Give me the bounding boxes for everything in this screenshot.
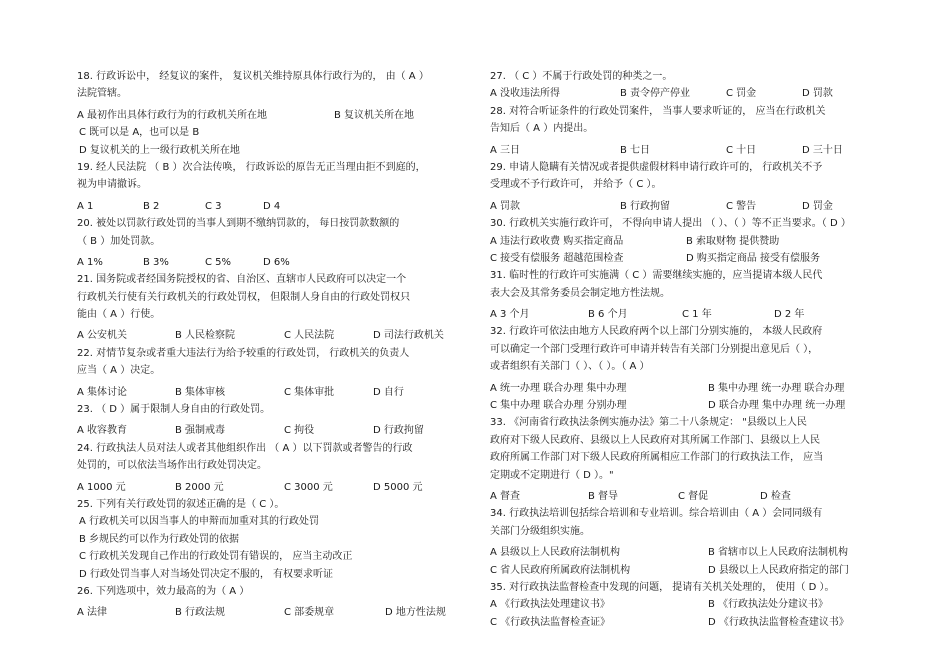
- right-column: [490, 68, 885, 631]
- question-text: 25. 下列有关行政处罚的叙述正确的是（ C ）。: [77, 498, 285, 510]
- question-text: 可以确定一个部门受理行政许可申请并转告有关部门分别提出意见后（ ），: [490, 343, 819, 355]
- question-text: 35. 对行政执法监督检查中发现的问题， 提请有关机关处理的， 使用（ D ）。: [490, 581, 835, 593]
- option-item: D 6%: [263, 256, 290, 268]
- option-item: A 县级以上人民政府法制机构: [490, 547, 621, 559]
- answer-options: D 行政处罚当事人对当场处罚决定不服的， 有权要求听证: [79, 568, 334, 580]
- answer-options: [490, 614, 885, 631]
- answer-options: D 复议机关的上一级行政机关所在地: [79, 144, 240, 156]
- question-text: 28. 对符合听证条件的行政处罚案件， 当事人要求听证的， 应当在行政机关: [490, 105, 826, 117]
- answer-options: [490, 488, 885, 505]
- question-text: 26. 下列选项中，效力最高的为（ A ）: [77, 585, 250, 597]
- answer-options: [77, 254, 472, 271]
- question-text: 33. 《河南省行政执法条例实施办法》第二十八条规定： "县级以上人民: [490, 417, 807, 429]
- option-item: D 4: [263, 200, 281, 212]
- answer-options: [77, 107, 472, 124]
- option-item: A 集体讨论: [77, 386, 128, 398]
- answer-options: [77, 479, 472, 496]
- option-item: A 1%: [77, 256, 103, 268]
- question-text: 18. 行政诉讼中， 经复议的案件， 复议机关维持原具体行政行为的， 由（ A ）: [77, 71, 429, 82]
- option-item: C 督促: [678, 490, 709, 502]
- question-text: 19. 经人民法院 （ B ）次合法传唤， 行政诉讼的原告无正当理由拒不到庭的，: [77, 161, 426, 173]
- option-item: B 2000 元: [175, 481, 224, 493]
- option-item: D 地方性法规: [385, 607, 446, 619]
- answer-options: [490, 544, 885, 561]
- question-text: 20. 被处以罚款行政处罚的当事人到期不缴纳罚款的， 每日按罚款数额的: [77, 218, 400, 230]
- question-text: 24. 行政执法人员对法人或者其他组织作出 （ A ）以下罚款或者警告的行政: [77, 442, 413, 454]
- question-text: 关部门分级组织实施。: [490, 525, 590, 537]
- question-text: （ B ）加处罚款。: [77, 235, 161, 247]
- option-item: C 集中办理 联合办理 分别办理: [490, 400, 627, 412]
- option-item: A 3 个月: [490, 309, 530, 321]
- question-text: 能由（ A ）行使。: [77, 309, 161, 321]
- option-item: C 人民法院: [284, 330, 335, 342]
- option-item: D 《行政执法监督检查建议书》: [708, 616, 849, 628]
- question-text: 表大会及其常务委员会制定地方性法规。: [490, 287, 670, 299]
- option-item: A 法律: [77, 607, 108, 619]
- option-item: B 人民检察院: [175, 330, 236, 342]
- answer-options: [77, 422, 472, 439]
- option-item: D 5000 元: [373, 481, 423, 493]
- option-item: C 拘役: [284, 425, 315, 437]
- option-item: C 罚金: [726, 88, 757, 100]
- answer-options: [490, 380, 885, 397]
- answer-options: [490, 250, 885, 267]
- option-item: D 县级以上人民政府指定的部门: [708, 564, 849, 576]
- answer-options: A 行政机关可以因当事人的申辩而加重对其的行政处罚: [79, 516, 320, 528]
- option-item: B 强制戒毒: [175, 425, 226, 437]
- option-item: C 5%: [205, 256, 232, 268]
- answer-options: B 乡规民约可以作为行政处罚的依据: [79, 533, 240, 545]
- answer-options: [490, 562, 885, 579]
- option-item: B 集中办理 统一办理 联合办理: [708, 382, 845, 394]
- question-text: 应当（ A ）决定。: [77, 365, 161, 377]
- option-item: C 警告: [726, 200, 757, 212]
- option-item: D 购买指定商品 接受有偿服务: [686, 252, 821, 264]
- question-text: 或者组织有关部门（ ）、（ ）。（ A ）: [490, 361, 650, 373]
- question-text: 29. 申请人隐瞒有关情况或者提供虚假材料申请行政许可的， 行政机关不予: [490, 161, 823, 173]
- question-text: 22. 对情节复杂或者重大违法行为给予较重的行政处罚， 行政机关的负责人: [77, 347, 410, 359]
- option-item: A 督查: [490, 490, 521, 502]
- option-item: B 复议机关所在地: [334, 109, 415, 121]
- left-column: [77, 68, 472, 622]
- answer-options: [490, 233, 885, 250]
- question-text: 行政机关行使有关行政机关的行政处罚权， 但限制人身自由的行政处罚权只: [77, 291, 411, 303]
- option-item: B 行政拘留: [620, 200, 671, 212]
- question-text: 27. （ C ）不属于行政处罚的种类之一。: [490, 71, 673, 82]
- option-item: D 联合办理 集中办理 统一办理: [708, 400, 846, 412]
- option-item: A 1: [77, 200, 94, 212]
- answer-options: [490, 306, 885, 323]
- option-item: A 最初作出具体行政行为的行政机关所在地: [77, 109, 268, 121]
- option-item: B 2: [143, 200, 160, 212]
- option-item: B 索取财物 提供赞助: [686, 235, 780, 247]
- question-text: 告知后（ A ）内提出。: [490, 123, 594, 135]
- option-item: B 省辖市以上人民政府法制机构: [708, 547, 849, 559]
- option-item: A 违法行政收费 购买指定商品: [490, 235, 624, 247]
- question-text: 政府对下级人民政府、县级以上人民政府对其所属工作部门、县级以上人民: [490, 434, 820, 446]
- option-item: A 三日: [490, 144, 521, 156]
- answer-options: [490, 85, 885, 102]
- option-item: C 十日: [726, 144, 757, 156]
- question-text: 23. （ D ）属于限制人身自由的行政处罚。: [77, 404, 271, 416]
- option-item: C 1 年: [682, 309, 712, 321]
- option-item: D 2 年: [774, 309, 805, 321]
- option-item: D 三十日: [802, 144, 843, 156]
- option-item: A 公安机关: [77, 330, 128, 342]
- answer-options: [490, 596, 885, 613]
- option-item: A 1000 元: [77, 481, 126, 493]
- option-item: B 七日: [620, 144, 651, 156]
- option-item: C 集体审批: [284, 386, 335, 398]
- option-item: C 《行政执法监督检查证》: [490, 616, 611, 628]
- option-item: B 行政法规: [175, 607, 226, 619]
- question-text: 31. 临时性的行政许可实施满（ C ）需要继续实施的，应当提请本级人民代: [490, 270, 823, 282]
- question-text: 处罚的，可以依法当场作出行政处罚决定。: [77, 460, 267, 472]
- option-item: B 《行政执法处分建议书》: [708, 599, 829, 611]
- option-item: A 没收违法所得: [490, 88, 561, 100]
- option-item: C 省人民政府所属政府法制机构: [490, 564, 631, 576]
- question-text: 视为申请撤诉。: [77, 179, 147, 191]
- question-text: 受理或不予行政许可， 并给予（ C ）。: [490, 179, 662, 191]
- question-text: 21. 国务院或者经国务院授权的省、自治区、直辖市人民政府可以决定一个: [77, 274, 407, 286]
- answer-options: [77, 384, 472, 401]
- answer-options: [77, 198, 472, 215]
- option-item: A 罚款: [490, 200, 521, 212]
- option-item: D 检查: [760, 490, 791, 502]
- answer-options: [77, 327, 472, 344]
- question-text: 32. 行政许可依法由地方人民政府两个以上部门分别实施的， 本级人民政府: [490, 326, 823, 338]
- question-text: 定期或不定期进行（ D ）。": [490, 469, 614, 481]
- option-item: A 统一办理 联合办理 集中办理: [490, 382, 627, 394]
- option-item: B 6 个月: [588, 309, 628, 321]
- option-item: B 责令停产停业: [620, 88, 691, 100]
- option-item: A 收容教育: [77, 425, 128, 437]
- question-text: 34. 行政执法培训包括综合培训和专业培训。综合培训由（ A ）会同同级有: [490, 508, 823, 520]
- question-text: 30. 行政机关实施行政许可， 不得向申请人提出 （ ）、（ ）等不正当要求。（ D ）: [490, 218, 851, 230]
- answer-options: [490, 198, 885, 215]
- option-item: B 集体审核: [175, 386, 226, 398]
- option-item: D 司法行政机关: [373, 330, 444, 342]
- option-item: A 《行政执法处理建议书》: [490, 599, 611, 611]
- option-item: D 罚金: [802, 200, 833, 212]
- answer-options: [490, 142, 885, 159]
- option-item: D 罚款: [802, 88, 833, 100]
- question-text: 政府所属工作部门对下级人民政府所属相应工作部门的行政执法工作， 应当: [490, 452, 824, 464]
- answer-options: C 既可以是 A，也可以是 B: [79, 127, 200, 139]
- option-item: D 自行: [373, 386, 404, 398]
- answer-options: C 行政机关发现自己作出的行政处罚有错误的， 应当主动改正: [79, 551, 353, 563]
- answer-options: [490, 397, 885, 414]
- option-item: C 3000 元: [284, 481, 333, 493]
- option-item: C 部委规章: [284, 607, 335, 619]
- option-item: B 3%: [143, 256, 169, 268]
- option-item: C 3: [205, 200, 222, 212]
- answer-options: [77, 604, 472, 621]
- option-item: D 行政拘留: [373, 425, 424, 437]
- option-item: C 接受有偿服务 超越范围检查: [490, 252, 624, 264]
- question-text: 法院管辖。: [77, 88, 127, 100]
- option-item: B 督导: [588, 490, 619, 502]
